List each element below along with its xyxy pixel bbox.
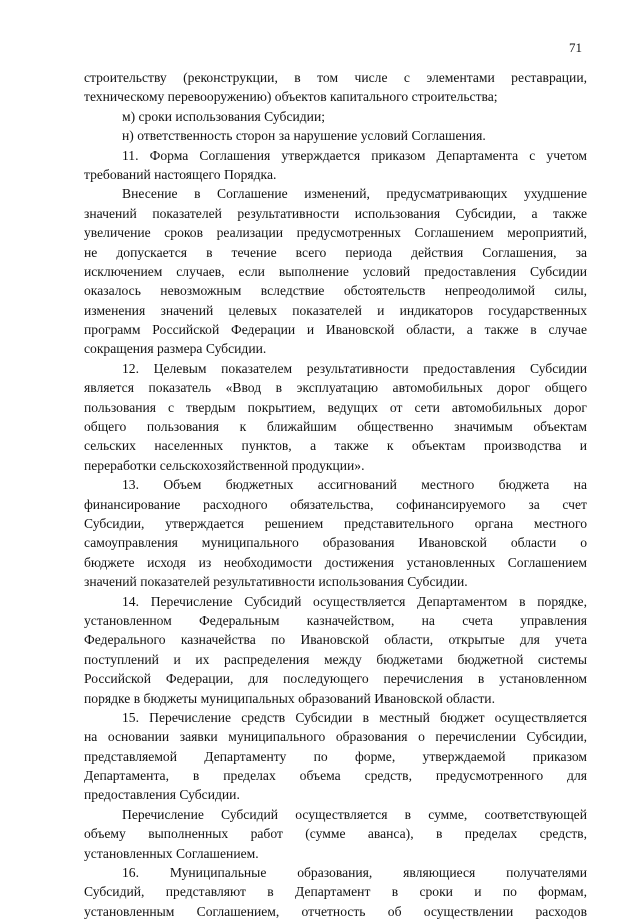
text-line: программ Российской Федерации и Ивановской области, а также в случае bbox=[84, 322, 587, 338]
text-line: увеличение сроков реализации предусмотренных Соглашением мероприятий, bbox=[84, 225, 587, 241]
text-line: порядке в бюджеты муниципальных образований Ивановской области. bbox=[84, 690, 495, 706]
text-line: установленном Федеральным казначейством, на счета управления bbox=[84, 612, 587, 628]
text-line: н) ответственность сторон за нарушение условий Соглашения. bbox=[122, 128, 486, 144]
text-line: 11. Форма Соглашения утверждается приказом Департамента с учетом bbox=[122, 147, 587, 163]
text-line: финансирование расходного обязательства, софинансируемого за счет bbox=[84, 496, 587, 512]
text-line: установленным Соглашением, отчетность об осуществлении расходов bbox=[84, 903, 587, 919]
text-line: м) сроки использования Субсидии; bbox=[122, 108, 325, 124]
text-line: Внесение в Соглашение изменений, предусматривающих ухудшение bbox=[122, 186, 587, 202]
text-line: установленных Соглашением. bbox=[84, 845, 259, 861]
text-line: бюджете исходя из необходимости достижения установленных Соглашением bbox=[84, 554, 587, 570]
text-line: является показатель «Ввод в эксплуатацию автомобильных дорог общего bbox=[84, 380, 587, 396]
text-line: строительству (реконструкции, в том числе с элементами реставрации, bbox=[84, 70, 587, 85]
text-line: 15. Перечисление средств Субсидии в местный бюджет осуществляется bbox=[122, 709, 587, 725]
text-line: сельских населенных пунктов, а также к объектам производства и bbox=[84, 438, 587, 454]
text-line: Федерального казначейства по Ивановской области, открытые для учета bbox=[84, 632, 587, 648]
text-line: изменения значений целевых показателей и индикаторов государственных bbox=[84, 302, 587, 318]
text-line: Субсидии, утверждается решением представительного органа местного bbox=[84, 515, 587, 531]
text-line: не допускается в течение всего периода действия Соглашения, за bbox=[84, 244, 587, 260]
text-line: техническому перевооружению) объектов капитального строительства; bbox=[84, 89, 498, 105]
text-line: Российской Федерации, для последующего перечисления в установленном bbox=[84, 671, 587, 687]
text-line: объему выполненных работ (сумме аванса), в пределах средств, bbox=[84, 826, 587, 842]
page-number: 71 bbox=[569, 40, 582, 55]
text-line: значений показателей результативности использования Субсидии, а также bbox=[84, 205, 587, 221]
text-line: 16. Муниципальные образования, являющиеся получателями bbox=[122, 865, 587, 881]
text-line: общего пользования к ближайшим общественно значимым объектам bbox=[84, 419, 587, 435]
document-body-text bbox=[84, 68, 587, 921]
text-line: 13. Объем бюджетных ассигнований местного бюджета на bbox=[122, 477, 587, 493]
text-line: значений показателей результативности использования Субсидии. bbox=[84, 574, 468, 590]
text-line: требований настоящего Порядка. bbox=[84, 166, 277, 182]
text-line: самоуправления муниципального образования Ивановской области о bbox=[84, 535, 587, 551]
text-line: оказалось невозможным вследствие обстоятельств непреодолимой силы, bbox=[84, 283, 587, 299]
text-line: Перечисление Субсидий осуществляется в сумме, соответствующей bbox=[122, 806, 587, 822]
text-line: предоставления Субсидии. bbox=[84, 787, 240, 803]
text-line: 12. Целевым показателем результативности предоставления Субсидии bbox=[122, 360, 587, 376]
text-line: Департамента, в пределах объема средств, предусмотренного для bbox=[84, 768, 587, 784]
text-line: сокращения размера Субсидии. bbox=[84, 341, 267, 357]
text-line: поступлений и их распределения между бюджетами бюджетной системы bbox=[84, 651, 587, 667]
text-line: переработки сельскохозяйственной продукции». bbox=[84, 457, 365, 473]
text-line: Субсидий, представляют в Департамент в сроки и по формам, bbox=[84, 884, 587, 900]
text-line: пользования с твердым покрытием, ведущих от сети автомобильных дорог bbox=[84, 399, 587, 415]
text-line: представляемой Департаменту по форме, утверждаемой приказом bbox=[84, 748, 587, 764]
text-line: на основании заявки муниципального образования о перечислении Субсидии, bbox=[84, 729, 587, 745]
text-line: исключением случаев, если выполнение условий предоставления Субсидии bbox=[84, 263, 587, 279]
text-line: 14. Перечисление Субсидий осуществляется Департаментом в порядке, bbox=[122, 593, 587, 609]
